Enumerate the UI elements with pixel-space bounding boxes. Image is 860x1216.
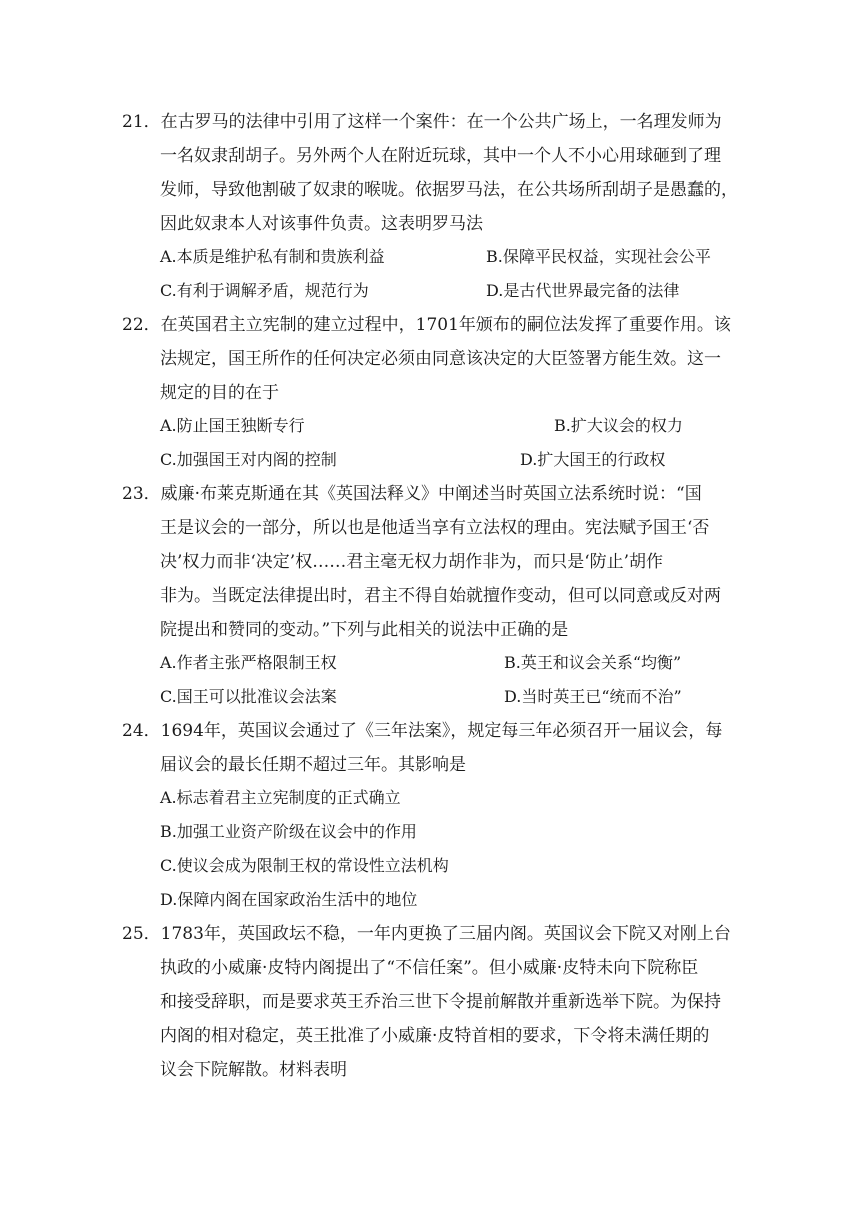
option-d: D.是古代世界最完备的法律	[486, 281, 680, 300]
option-b: B.英王和议会关系“均衡”	[504, 653, 682, 672]
question-text-line: 执政的小威廉·皮特内阁提出了“不信任案”。但小威廉·皮特未向下院称臣	[160, 958, 699, 978]
option-a: A.本质是维护私有制和贵族利益	[160, 247, 385, 266]
question-text-line: 发师，导致他割破了奴隶的喉咙。依据罗马法，在公共场所刮胡子是愚蠢的，	[160, 180, 738, 200]
question-text-line: 内阁的相对稳定，英王批准了小威廉·皮特首相的要求，下令将未满任期的	[160, 1026, 710, 1046]
option-a: A.作者主张严格限制王权	[160, 653, 337, 672]
option-c: C.有利于调解矛盾，规范行为	[160, 281, 369, 300]
question-text-line: 一名奴隶刮胡子。另外两个人在附近玩球，其中一个人不小心用球砸到了理	[160, 146, 721, 166]
option-d: D.当时英王已“统而不治”	[504, 687, 682, 706]
question-text-line: 25．1783年，英国政坛不稳，一年内更换了三届内阁。英国议会下院又对刚上台	[122, 924, 731, 944]
option-a: A.防止国王独断专行	[160, 416, 305, 435]
option-b: B.扩大议会的权力	[554, 416, 683, 435]
question-text-line: 22．在英国君主立宪制的建立过程中，1701年颁布的嗣位法发挥了重要作用。该	[122, 315, 731, 335]
option-c: C.使议会成为限制王权的常设性立法机构	[160, 856, 449, 875]
option-c: C.国王可以批准议会法案	[160, 687, 337, 706]
option-b: B.加强工业资产阶级在议会中的作用	[160, 822, 417, 841]
question-text-line: 非为。当既定法律提出时，君主不得自始就擅作变动，但可以同意或反对两	[160, 586, 721, 606]
question-text-line: 院提出和赞同的变动。”下列与此相关的说法中正确的是	[160, 620, 569, 640]
question-text-line: 21．在古罗马的法律中引用了这样一个案件：在一个公共广场上，一名理发师为	[122, 112, 722, 132]
question-text-line: 23．威廉·布莱克斯通在其《英国法释义》中阐述当时英国立法系统时说：“国	[122, 484, 702, 504]
option-b: B.保障平民权益，实现社会公平	[486, 247, 711, 266]
question-text-line: 因此奴隶本人对该事件负责。这表明罗马法	[160, 214, 483, 234]
question-text-line: 决’权力而非‘决定’权……君主毫无权力胡作非为，而只是‘防止’胡作	[160, 552, 664, 572]
option-a: A.标志着君主立宪制度的正式确立	[160, 788, 401, 807]
option-d: D.保障内阁在国家政治生活中的地位	[160, 890, 418, 909]
question-text-line: 和接受辞职，而是要求英王乔治三世下令提前解散并重新选举下院。为保持	[160, 992, 721, 1012]
option-d: D.扩大国王的行政权	[520, 450, 666, 469]
option-c: C.加强国王对内阁的控制	[160, 450, 337, 469]
question-text-line: 议会下院解散。材料表明	[160, 1060, 347, 1080]
question-text-line: 届议会的最长任期不超过三年。其影响是	[160, 755, 466, 775]
question-text-line: 规定的目的在于	[160, 383, 279, 403]
question-text-line: 王是议会的一部分，所以也是他适当享有立法权的理由。宪法赋予国王‘否	[160, 518, 710, 538]
question-text-line: 24．1694年，英国议会通过了《三年法案》，规定每三年必须召开一届议会，每	[122, 721, 723, 741]
question-text-line: 法规定，国王所作的任何决定必须由同意该决定的大臣签署方能生效。这一	[160, 349, 721, 369]
